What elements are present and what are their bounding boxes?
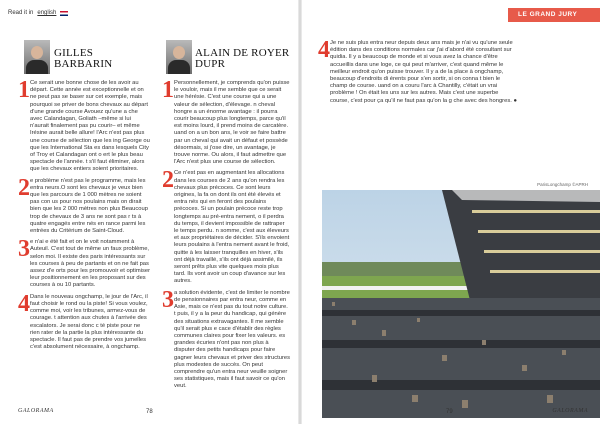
answer-text: e problème n'est pas le programme, mais les entra neurs.O sont les chevaux je veux bien que les parcours de 1 000 mètres ne soient pas con us pour nos poulains mais on dirait bien que les 2 000 mètres non plus Beaucoup trop de chevaux de 3 ans ne sont pas r ts à quatre engagés entre nés en rance parmi les entrées du Critérium de Saint-Cloud. (30, 177, 148, 235)
question-number: 4 (318, 37, 330, 63)
answer-paragraph (18, 236, 150, 289)
answer-paragraph (318, 37, 518, 105)
gilles-barbarin-portrait (24, 40, 50, 74)
photo-credit: ParisLongchamp ©APRH (537, 182, 588, 187)
question-number: 4 (18, 290, 30, 317)
page-number-right: 79 (446, 409, 453, 415)
answer-text: Ce serait une bonne chose de les avoir au départ. Cette année est exceptionnelle et on ne peut pas se baser sur cet exemple, mais pourquoi se priver de bons chevaux au départ d'une grande course Avouez qu'une a che avec Calandagan, Goliath –même si lui n'aurait finalement pas pu courir– et même Irésine aurait belle allure! l'Arc n'est pas plus une course de sélection que les ing George ou que les International Sta es dans lesquels City of Troy et Calandagan ont o ert le plus beau spectacle de l'année. t s'il faut éliminer, alors que les chevaux entiers soient prioritaires. (30, 80, 150, 173)
galorama-logo-left: GALORAMA (18, 408, 54, 414)
galorama-logo-right: GALORAMA (552, 408, 588, 414)
alain-de-royer-dupre-portrait (166, 40, 192, 74)
answer-paragraph (18, 174, 150, 236)
answer-text: Je ne suis plus entra neur depuis deux ans mais je n'ai vu qu'une seule édition dans des conditions normales car j'ai d'abord été consultant sur quidia. Il y a beaucoup de monde et si vous avez la chance d'être accueillis dans une loge, ce qui peut m'arriver, c'est quand même le meilleur endroit qu'on puisse trouver. Il y a de la place à ongchamp, beaucoup d'endroits di érents pour s'en sortir, si on conna t bien le champ de course. uand on a couru l'arc à Chantilly, c'était un vrai problème ! On était les uns sur les autres. Mais c'est une superbe course, c'est pour ça qu'il ne faut pas qu'on la g che avec des hongres. ● (330, 40, 517, 104)
author-name-gilles: GILLES BARBARIN (54, 47, 113, 70)
read-in-language-link[interactable] (8, 10, 68, 16)
answer-text: e n'ai e été fait et on le voit notamment à Auteuil. C'est tout de même un faux problème, selon moi. Il existe des paris intéressants sur les courses à peu de partants et on ne fait pas assez d'e orts pour les promouvoir et optimiser leur positionnement en les proposant sur des courses à ou 10 partants. (30, 239, 150, 289)
author-name-alain: ALAIN DE ROYER DUPR (195, 47, 290, 70)
alain-answer-4-column (318, 37, 518, 109)
alain-answers-column (162, 77, 290, 395)
page-number-left: 78 (146, 409, 153, 415)
gilles-answers-column (18, 77, 150, 355)
answer-paragraph (18, 77, 150, 174)
answer-paragraph (162, 286, 290, 391)
page-gutter (298, 0, 302, 424)
answer-text: Dans le nouveau ongchamp, le jour de l'Arc, il faut choisir le rond ou la piste! Si vous voulez, comme moi, voir les tribunes, armez-vous de courage. t attention aux chutes à l'arrivée des escalators. Je serai donc c té piste pour ne rien rater de la partie la plus intéressante du spectacle. Il faut pas de prendre vos jumelles c'est absolument nécessaire, à ongchamp. (30, 293, 148, 351)
answer-paragraph (162, 77, 290, 166)
right-page (300, 0, 600, 424)
longchamp-racecourse-photo (322, 190, 600, 418)
answer-paragraph (18, 290, 150, 352)
question-number: 1 (18, 77, 30, 103)
answer-text: Ce n'est pas en augmentant les allocations dans les courses de 2 ans qu'on rendra les chevaux plus précoces. Ce sont leurs origines, la fa on dont ils ont été élevés et entra nés qui en feront des poulains précoces. Si un poulain précoce reste trop longtemps au pré-entra nement, o il perdra du temps, il devient impossible de rattraper le temps perdu. n somme, c'est aux éleveurs et aux propriétaires de décider. S'ils envoient leurs poulains à l'entra nement avant le froid, quitte à les laisser tranquilles en hiver, s'ils ont déjà travaillé, s'ils ont déjà assimilé, ils seront prêts plus vite quelques mois plus tard. Ils vont avoir un coup d'avance sur les autres. (174, 170, 290, 285)
question-number: 2 (162, 167, 174, 194)
answer-text: Personnellement, je comprends qu'on puisse le vouloir, mais il me semble que ce serait une hérésie. C'est une course qui a une valeur de sélection, d'élevage. n cheval hongre a un énorme avantage : il pourra courir beaucoup plus longtemps, parce qu'il est moins lourd, il prend moins de carcatère. uand on a un bon ans, le voir se faire battre par un cheval qui avait un défaut et possède désormais, si j'ose dire, un avantage, je trouve norme. Ou alors, il faut admettre que l'Arc n'est plus une course de sélection. (174, 80, 290, 166)
question-number: 1 (162, 77, 174, 103)
racecourse-illustration (322, 190, 600, 418)
read-in-label: Read it in (8, 10, 34, 16)
question-number: 2 (18, 174, 30, 201)
language-label: english (37, 10, 57, 16)
answer-text: a solution évidente, c'est de limiter le nombre de pensionnaires par entra neur, comme en Asie, mais ce n'est pas du tout notre culture. t puis, il y a la peur du handicap, qui génère des situations extravagantes. Il me semble qu'il serait plus e cace d'établir des règles communes claires pour fixer les valeurs. es grandes écuries n'ont pas non plus à disputer des petits handicaps pour faire gagner leurs chevaux et priver des structures plus modestes de succès. On peut comprendre qu'un entra neur veuille soigner ses statistiques, mais il faut savoir ce qu'on veut. (174, 289, 290, 390)
question-number: 3 (162, 286, 174, 313)
answer-paragraph (162, 167, 290, 285)
section-header: LE GRAND JURY (508, 8, 600, 22)
uk-flag-icon (60, 11, 68, 16)
question-number: 3 (18, 236, 30, 263)
